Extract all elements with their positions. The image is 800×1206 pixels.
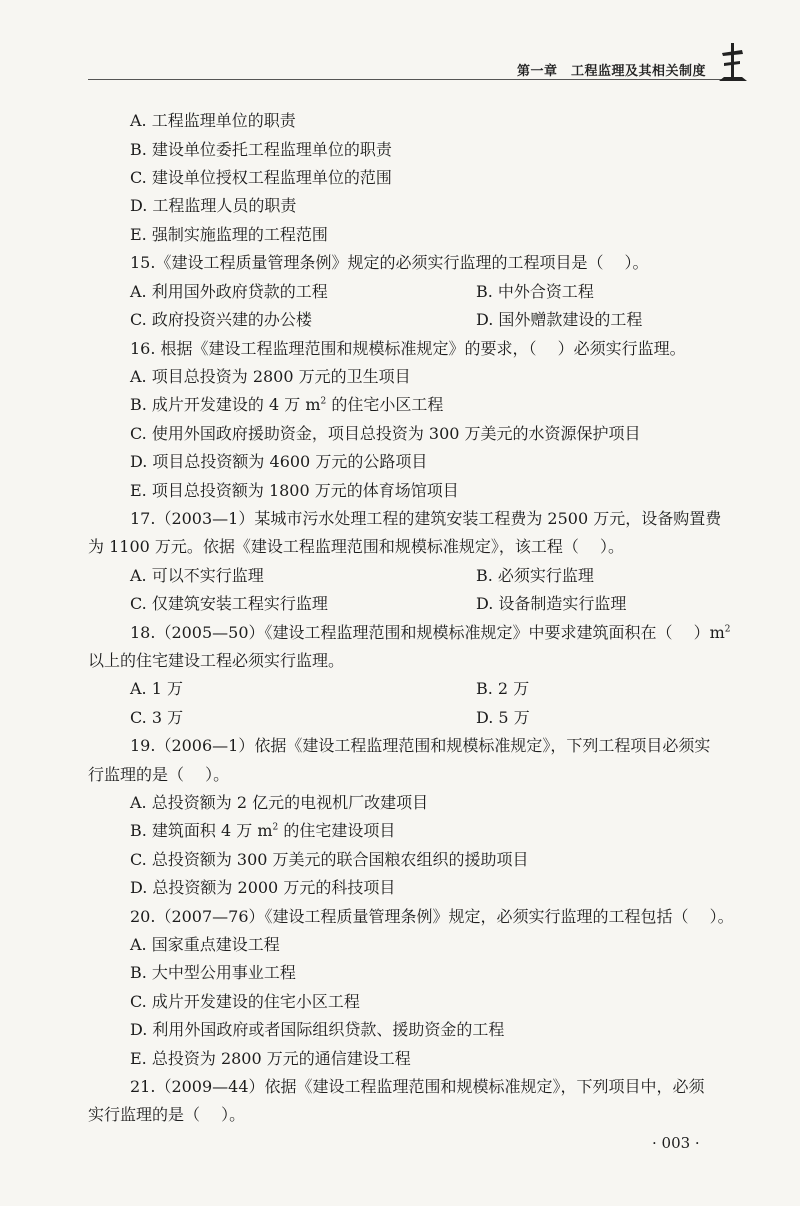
option-a: A. 利用国外政府贷款的工程 xyxy=(130,282,328,301)
option-a: A. 可以不实行监理 xyxy=(130,566,264,585)
option-c: C. 政府投资兴建的办公楼 xyxy=(130,310,312,329)
option-e: E. 项目总投资额为 1800 万元的体育场馆项目 xyxy=(130,481,459,500)
option-text: B. 成片开发建设的 4 万 m xyxy=(130,395,321,414)
running-header xyxy=(88,55,748,85)
question-18 xyxy=(130,623,731,643)
question-17-cont: 为 1100 万元。依据《建设工程监理范围和规模标准规定》，该工程（ ）。 xyxy=(88,537,624,556)
option-d: D. 设备制造实行监理 xyxy=(476,594,627,613)
option-e: E. 总投资为 2800 万元的通信建设工程 xyxy=(130,1049,411,1068)
option-d: D. 5 万 xyxy=(476,708,530,727)
question-15: 15.《建设工程质量管理条例》规定的必须实行监理的工程项目是（ ）。 xyxy=(130,253,649,272)
option-b xyxy=(130,395,443,415)
option-a: A. 1 万 xyxy=(130,679,183,698)
option-c: C. 成片开发建设的住宅小区工程 xyxy=(130,992,360,1011)
option-a: A. 项目总投资为 2800 万元的卫生项目 xyxy=(130,367,411,386)
option-b: B. 必须实行监理 xyxy=(476,566,594,585)
question-19-cont: 行监理的是（ ）。 xyxy=(88,765,230,784)
option-c: C. 建设单位授权工程监理单位的范围 xyxy=(130,168,392,187)
option-d: D. 国外赠款建设的工程 xyxy=(476,310,643,329)
question-17: 17.（2003—1）某城市污水处理工程的建筑安装工程费为 2500 万元，设备购置费 xyxy=(130,509,722,528)
chapter-title: 第一章 工程监理及其相关制度 xyxy=(516,64,706,79)
superscript: 2 xyxy=(272,822,279,833)
option-a: A. 总投资额为 2 亿元的电视机厂改建项目 xyxy=(130,793,429,812)
signpost-icon xyxy=(718,41,748,85)
option-d: D. 项目总投资额为 4600 万元的公路项目 xyxy=(130,452,428,471)
option-text: 的住宅小区工程 xyxy=(326,395,444,414)
question-text: 18.（2005—50）《建设工程监理范围和规模标准规定》中要求建筑面积在（ ）m xyxy=(130,623,725,642)
option-a: A. 国家重点建设工程 xyxy=(130,935,280,954)
question-16: 16. 根据《建设工程监理范围和规模标准规定》的要求，（ ）必须实行监理。 xyxy=(130,339,686,358)
option-b xyxy=(130,821,395,841)
header-rule xyxy=(88,79,726,80)
option-b: B. 建设单位委托工程监理单位的职责 xyxy=(130,140,392,159)
option-a: A. 工程监理单位的职责 xyxy=(130,111,296,130)
question-18-cont: 以上的住宅建设工程必须实行监理。 xyxy=(88,651,345,670)
option-b: B. 中外合资工程 xyxy=(476,282,594,301)
option-d: D. 总投资额为 2000 万元的科技项目 xyxy=(130,878,396,897)
option-text: B. 建筑面积 4 万 m xyxy=(130,821,273,840)
option-c: C. 仅建筑安装工程实行监理 xyxy=(130,594,328,613)
option-c: C. 使用外国政府援助资金，项目总投资为 300 万美元的水资源保护项目 xyxy=(130,424,641,443)
question-20: 20.（2007—76）《建设工程质量管理条例》规定，必须实行监理的工程包括（ ）。 xyxy=(130,907,734,926)
page-number: · 003 · xyxy=(652,1134,700,1152)
option-b: B. 大中型公用事业工程 xyxy=(130,963,296,982)
option-d: D. 工程监理人员的职责 xyxy=(130,196,297,215)
question-21: 21.（2009—44）依据《建设工程监理范围和规模标准规定》，下列项目中，必须 xyxy=(130,1077,705,1096)
option-e: E. 强制实施监理的工程范围 xyxy=(130,225,328,244)
superscript: 2 xyxy=(320,396,327,407)
option-c: C. 3 万 xyxy=(130,708,184,727)
option-c: C. 总投资额为 300 万美元的联合国粮农组织的援助项目 xyxy=(130,850,529,869)
question-21-cont: 实行监理的是（ ）。 xyxy=(88,1105,246,1124)
option-d: D. 利用外国政府或者国际组织贷款、援助资金的工程 xyxy=(130,1020,505,1039)
superscript: 2 xyxy=(724,624,731,635)
question-19: 19.（2006—1）依据《建设工程监理范围和规模标准规定》，下列工程项目必须实 xyxy=(130,736,711,755)
option-b: B. 2 万 xyxy=(476,679,530,698)
option-text: 的住宅建设项目 xyxy=(278,821,396,840)
